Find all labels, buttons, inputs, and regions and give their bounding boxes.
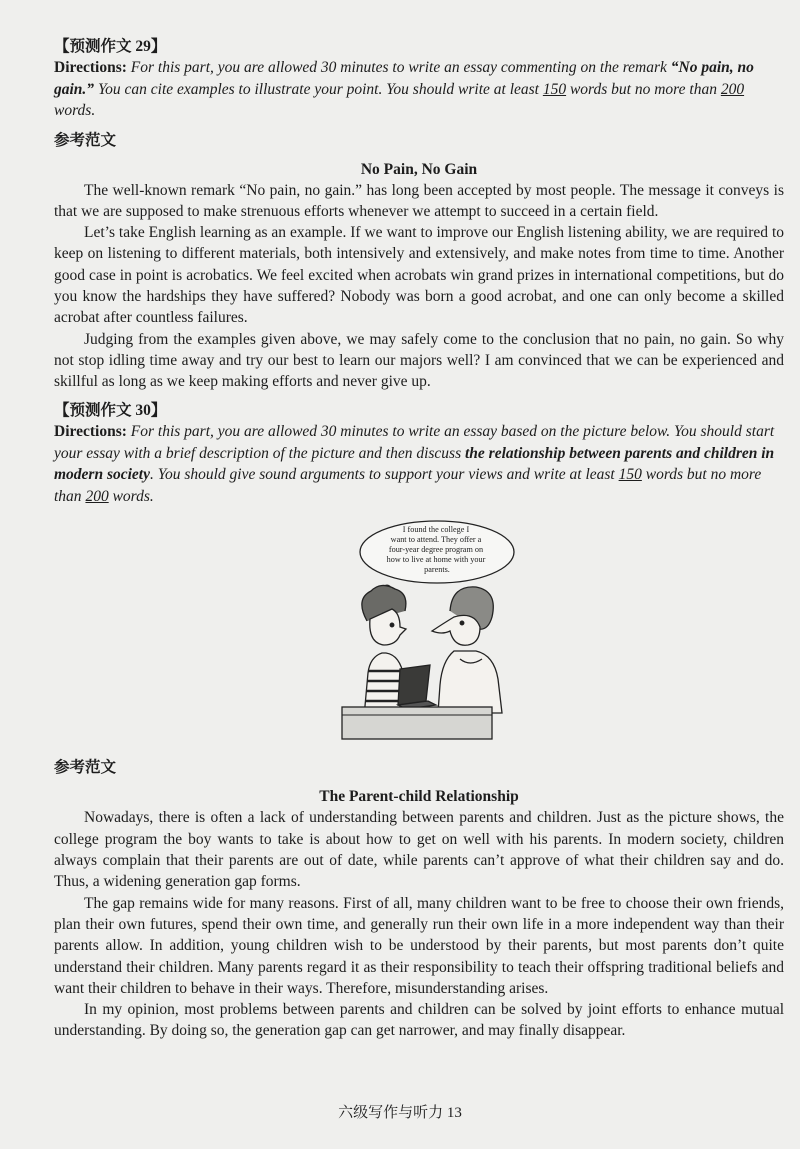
- directions-text: words but no more than: [54, 466, 762, 505]
- section-29-directions: [54, 57, 784, 122]
- speech-line: four-year degree program on: [388, 545, 484, 555]
- speech-line: parents.: [424, 565, 450, 575]
- table: [342, 707, 492, 739]
- book-title: 六级写作与听力: [338, 1105, 444, 1121]
- directions-text: words.: [112, 487, 154, 505]
- essay-paragraph: Let’s take English learning as an example. If we want to improve our English listening ability, we are required to keep on listening to different materials, both intensively and extensively, and make notes from time to time. Another good case in point is acrobatics. We feel excited when acrobats win grand prizes in international competitions, but do you know the hardships they have suffered? Nobody was born a good acrobat, and one can only become a skilled acrobat after countless failures.: [54, 224, 784, 327]
- speech-line: I found the college I: [402, 525, 470, 535]
- mother-figure: [432, 587, 502, 713]
- directions-text: You can cite examples to illustrate your point. You should write at least: [97, 80, 539, 98]
- directions-text: . You should give sound arguments to support your views and write at least: [150, 466, 615, 484]
- essay-paragraph: The gap remains wide for many reasons. First of all, many children want to be free to choose their own friends, plan their own futures, spend their own time, and generally run their own life in a more independent way than their parents allow. In addition, young children wish to be understood by their parents, but most parents don’t quite understand their children. Many parents regard it as their responsibility to teach their offspring traditional beliefs and want their children to behave in their ways. Therefore, misunderstanding arises.: [54, 894, 784, 997]
- directions-label: Directions:: [54, 59, 127, 76]
- min-words: 150: [542, 80, 567, 98]
- min-words: 150: [618, 466, 642, 484]
- essay-paragraph: The well-known remark “No pain, no gain.” has long been accepted by most people. The message it conveys is that we are supposed to make strenuous efforts whenever we attempt to succeed in a certain field.: [54, 181, 784, 220]
- sample-essay-label: 参考范文: [54, 131, 117, 149]
- sample-essay-label: 参考范文: [54, 759, 117, 777]
- essay-title: The Parent-child Relationship: [319, 788, 519, 806]
- section-30-directions: [54, 421, 784, 507]
- directions-text: words.: [54, 102, 96, 119]
- speech-line: how to live at home with your: [386, 555, 486, 565]
- page-number: 13: [446, 1105, 462, 1121]
- page-footer: [0, 1101, 800, 1122]
- essay-title: No Pain, No Gain: [360, 160, 478, 178]
- section-29-label: 【预测作文 29】: [54, 38, 167, 55]
- laptop-icon: [398, 665, 436, 709]
- page-content: [54, 36, 784, 1042]
- cartoon-illustration: [312, 519, 522, 744]
- essay-paragraph: Nowadays, there is often a lack of understanding between parents and children. Just as the picture shows, the college program the boy wants to take is about how to get on well with his parents. In modern society, children always complain that their parents are out of date, while parents can’t approve of what their children say and do. Thus, a widening generation gap forms.: [54, 809, 784, 891]
- max-words: 200: [85, 487, 109, 505]
- directions-topic: the relationship between parents and children in modern society: [54, 444, 775, 484]
- speech-line: want to attend. They offer a: [390, 535, 482, 545]
- cartoon-figure: [54, 519, 784, 749]
- essay-paragraph: In my opinion, most problems between parents and children can be solved by joint efforts to enhance mutual understanding. By doing so, the generation gap can get narrower, and may finally disappear.: [54, 1001, 784, 1040]
- essay-paragraph: Judging from the examples given above, we may safely come to the conclusion that no pain, no gain. So why not stop idling time away and try our best to learn our majors well? I am convinced that we can be experienced and skillful as long as we keep making efforts and never give up.: [54, 330, 784, 391]
- directions-text: For this part, you are allowed 30 minutes to write an essay commenting on the remark: [130, 59, 667, 76]
- directions-label: Directions:: [54, 423, 127, 441]
- directions-text: words but no more than: [569, 80, 717, 98]
- directions-quote: “No pain, no gain.”: [54, 59, 754, 98]
- section-30-label: 【预测作文 30】: [54, 402, 167, 420]
- directions-text: For this part, you are allowed 30 minutes to write an essay based on the picture below. You should start your essay with a brief description of the picture and then discuss: [54, 423, 775, 462]
- max-words: 200: [720, 80, 745, 98]
